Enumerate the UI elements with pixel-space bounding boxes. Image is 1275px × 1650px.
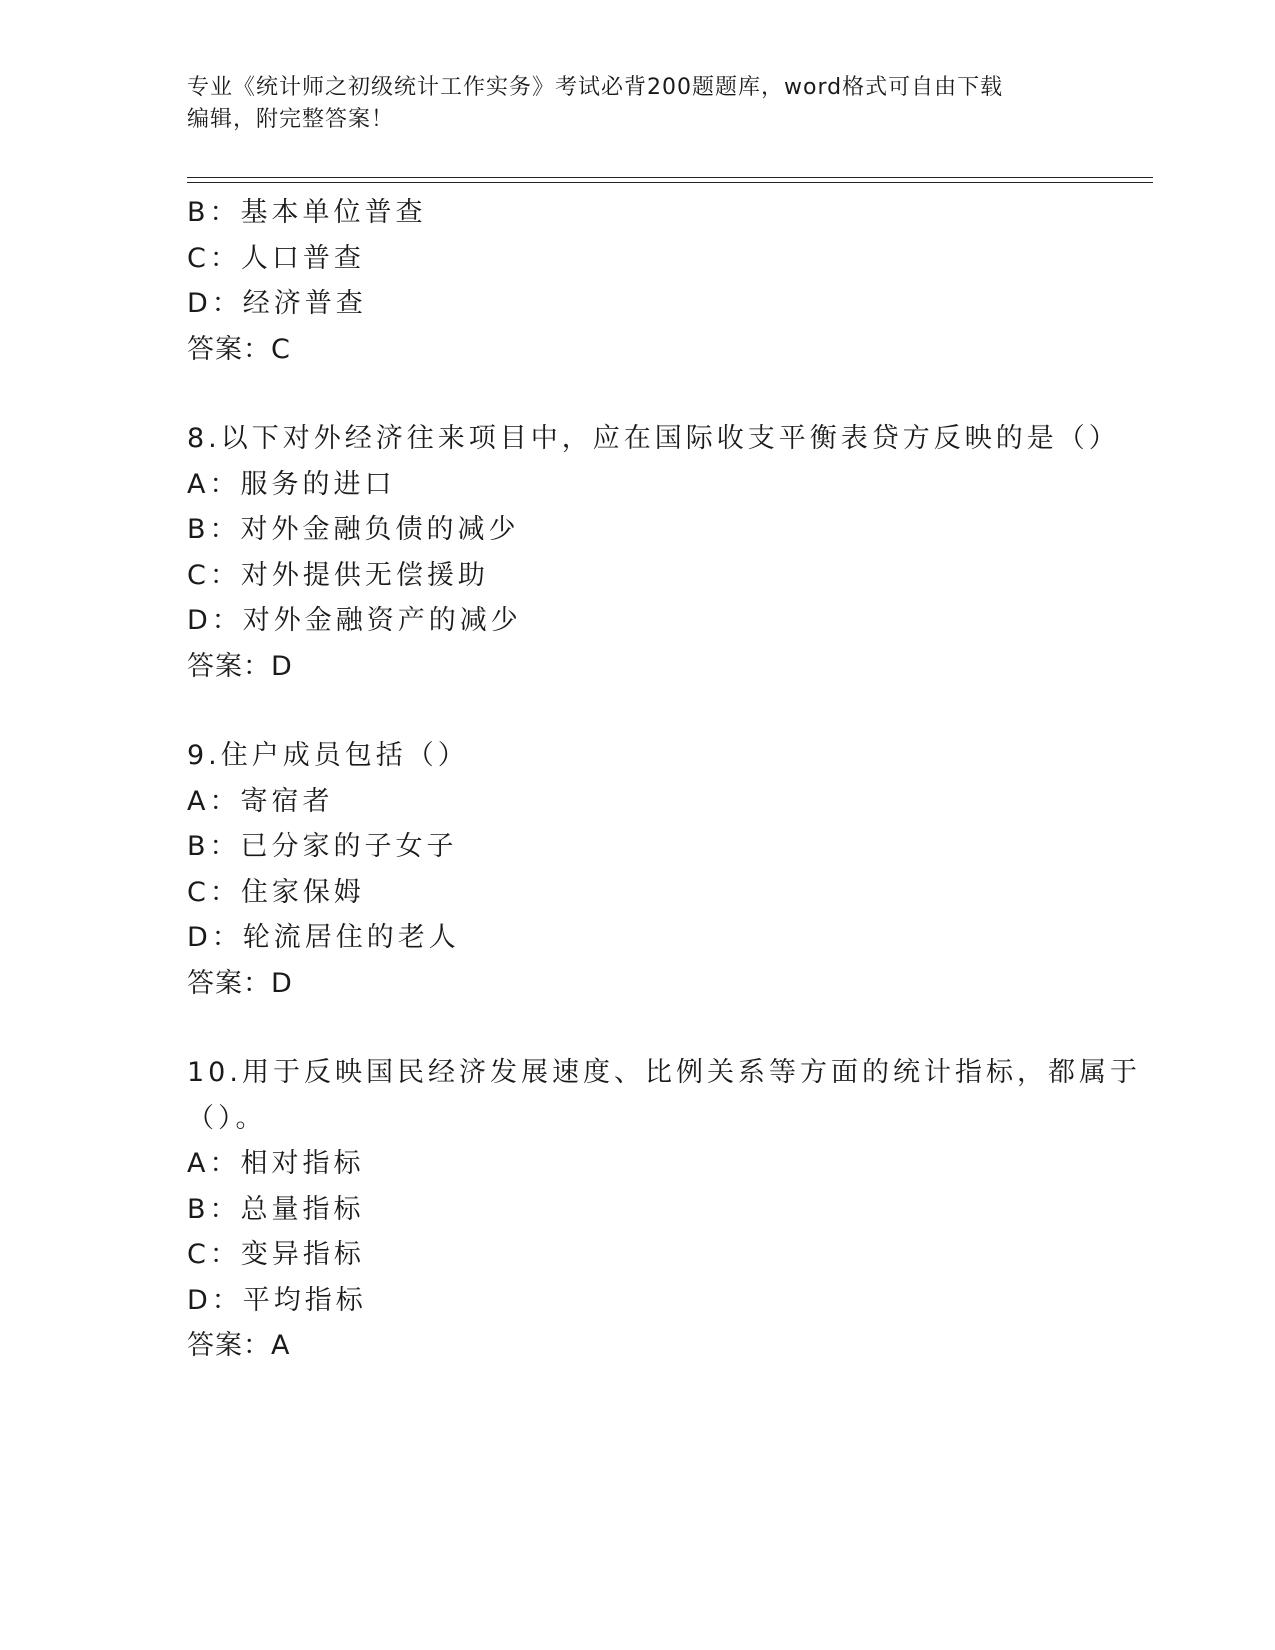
header-line-2: 编辑，附完整答案！ <box>187 107 395 132</box>
option-c: C：对外提供无偿援助 <box>187 559 489 591</box>
spacer <box>187 689 1087 733</box>
option-b: B：对外金融负债的减少 <box>187 514 520 545</box>
question-list <box>187 190 1141 1369</box>
header-line-1: 专业《统计师之初级统计工作实务》考试必背200题题库，word格式可自由下载 <box>187 75 1004 100</box>
option-b: B：基本单位普查 <box>187 197 427 228</box>
question-text-line-2: （）。 <box>187 1102 267 1134</box>
question-9 <box>187 733 1087 1006</box>
question-text: 9.住户成员包括（） <box>187 740 469 771</box>
option-a: A：相对指标 <box>187 1148 365 1179</box>
question-8 <box>187 416 1120 689</box>
header-divider-top <box>187 177 1153 178</box>
question-10 <box>187 1050 1141 1369</box>
option-d: D：对外金融资产的减少 <box>187 605 522 636</box>
answer: 答案：A <box>187 1330 291 1361</box>
question-text-line-1: 10.用于反映国民经济发展速度、比例关系等方面的统计指标，都属于 <box>187 1057 1141 1088</box>
question-7 <box>187 190 1087 372</box>
document-header <box>187 72 1067 136</box>
option-a: A：寄宿者 <box>187 785 334 817</box>
option-d: D：经济普查 <box>187 288 367 319</box>
option-c: C：住家保姆 <box>187 876 365 908</box>
spacer <box>187 1006 1087 1050</box>
answer: 答案：C <box>187 333 291 365</box>
answer: 答案：D <box>187 650 293 682</box>
option-b: B：已分家的子女子 <box>187 831 458 862</box>
answer: 答案：D <box>187 967 293 999</box>
option-c: C：人口普查 <box>187 242 365 274</box>
header-divider-bottom <box>187 182 1153 183</box>
option-b: B：总量指标 <box>187 1193 365 1225</box>
option-d: D：平均指标 <box>187 1284 367 1316</box>
option-c: C：变异指标 <box>187 1239 365 1270</box>
option-d: D：轮流居住的老人 <box>187 922 460 953</box>
question-text: 8.以下对外经济往来项目中，应在国际收支平衡表贷方反映的是（） <box>187 423 1120 454</box>
option-a: A：服务的进口 <box>187 468 396 500</box>
spacer <box>187 372 1087 416</box>
